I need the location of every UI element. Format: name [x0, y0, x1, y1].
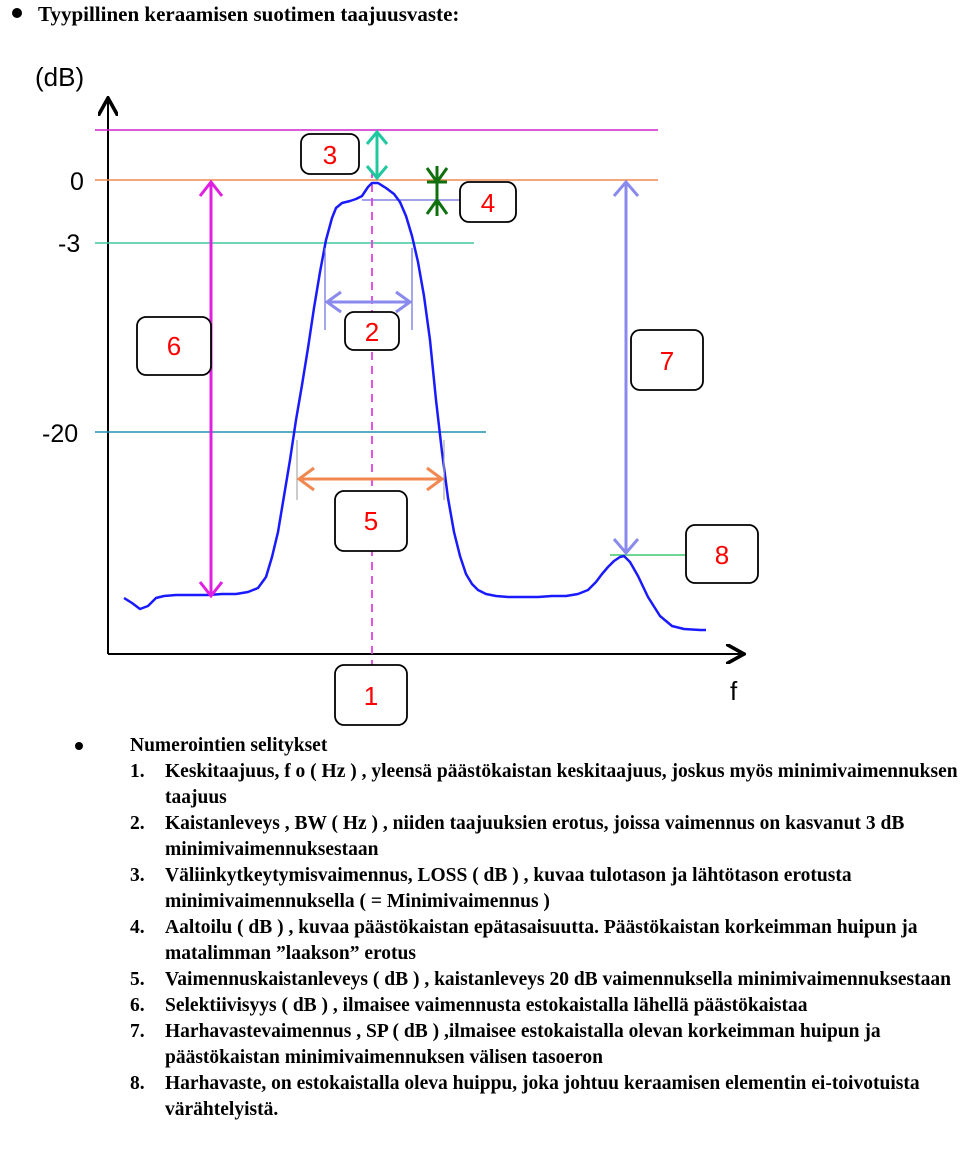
arrow-2 [327, 292, 410, 312]
legend [130, 733, 960, 1123]
y-tick-minus20: -20 [42, 420, 79, 448]
legend-title: Numerointien selitykset [130, 735, 328, 756]
legend-item: 5. Vaimennuskaistanleveys ( dB ) , kaistanleveys 20 dB vaimennuksella minimivaimennuksestaan [130, 969, 951, 990]
callout-2 [345, 312, 399, 350]
arrow-4 [427, 166, 447, 216]
legend-item: 7. Harhavastevaimennus , SP ( dB ) ,ilmaisee estokaistalla olevan korkeimman huipun ja päästökaistan minimivaimennuksen välisen tasoeron [130, 1021, 881, 1068]
legend-list [130, 759, 960, 1123]
svg-text:3: 3 [322, 140, 338, 170]
arrow-6 [200, 182, 222, 596]
callout-6 [137, 317, 211, 375]
callout-7 [631, 330, 703, 390]
callout-3 [301, 134, 359, 174]
callout-8 [686, 525, 758, 583]
svg-text:2: 2 [364, 317, 380, 347]
y-tick-minus3: -3 [58, 230, 81, 258]
x-axis-label: f [730, 676, 738, 706]
legend-item: 8. Harhavaste, on estokaistalla oleva huippu, joka johtuu keraamisen elementin ei-toivotuista värähtelyistä. [130, 1073, 920, 1120]
legend-bullet [75, 742, 83, 750]
y-axis-label: (dB) [35, 62, 85, 92]
svg-text:6: 6 [166, 331, 182, 361]
svg-text:5: 5 [363, 506, 379, 536]
callout-4 [460, 182, 516, 222]
legend-item: 4. Aaltoilu ( dB ) , kuvaa päästökaistan epätasaisuutta. Päästökaistan korkeimman huipun ja matalimman ”laakson” erotus [130, 917, 918, 964]
svg-text:8: 8 [714, 540, 730, 570]
arrow-5 [299, 468, 442, 490]
legend-item: 3. Väliinkytkeytymisvaimennus, LOSS ( dB ) , kuvaa tulotason ja lähtötason erotusta minimivaimennuksella ( = Minimivaimennus ) [130, 865, 852, 912]
callout-5 [335, 491, 407, 551]
legend-item: 2. Kaistanleveys , BW ( Hz ) , niiden taajuuksien erotus, joissa vaimennus on kasvanut 3 dB minimivaimennuksestaan [130, 813, 905, 860]
heading-bullet [12, 8, 22, 18]
legend-item: 1. Keskitaajuus, f o ( Hz ) , yleensä päästökaistan keskitaajuus, joskus myös minimivaimennuksen taajuus [130, 761, 958, 808]
legend-item: 6. Selektiivisyys ( dB ) , ilmaisee vaimennusta estokaistalla lähellä päästökaistaa [130, 995, 808, 1016]
callout-1 [335, 665, 407, 725]
svg-text:7: 7 [659, 346, 675, 376]
svg-text:4: 4 [480, 188, 496, 218]
frequency-response-diagram [20, 40, 765, 730]
page-heading: Tyypillinen keraamisen suotimen taajuusvaste: [38, 2, 460, 26]
y-tick-0: 0 [70, 168, 84, 196]
arrow-3 [367, 132, 387, 178]
svg-text:1: 1 [363, 681, 379, 711]
